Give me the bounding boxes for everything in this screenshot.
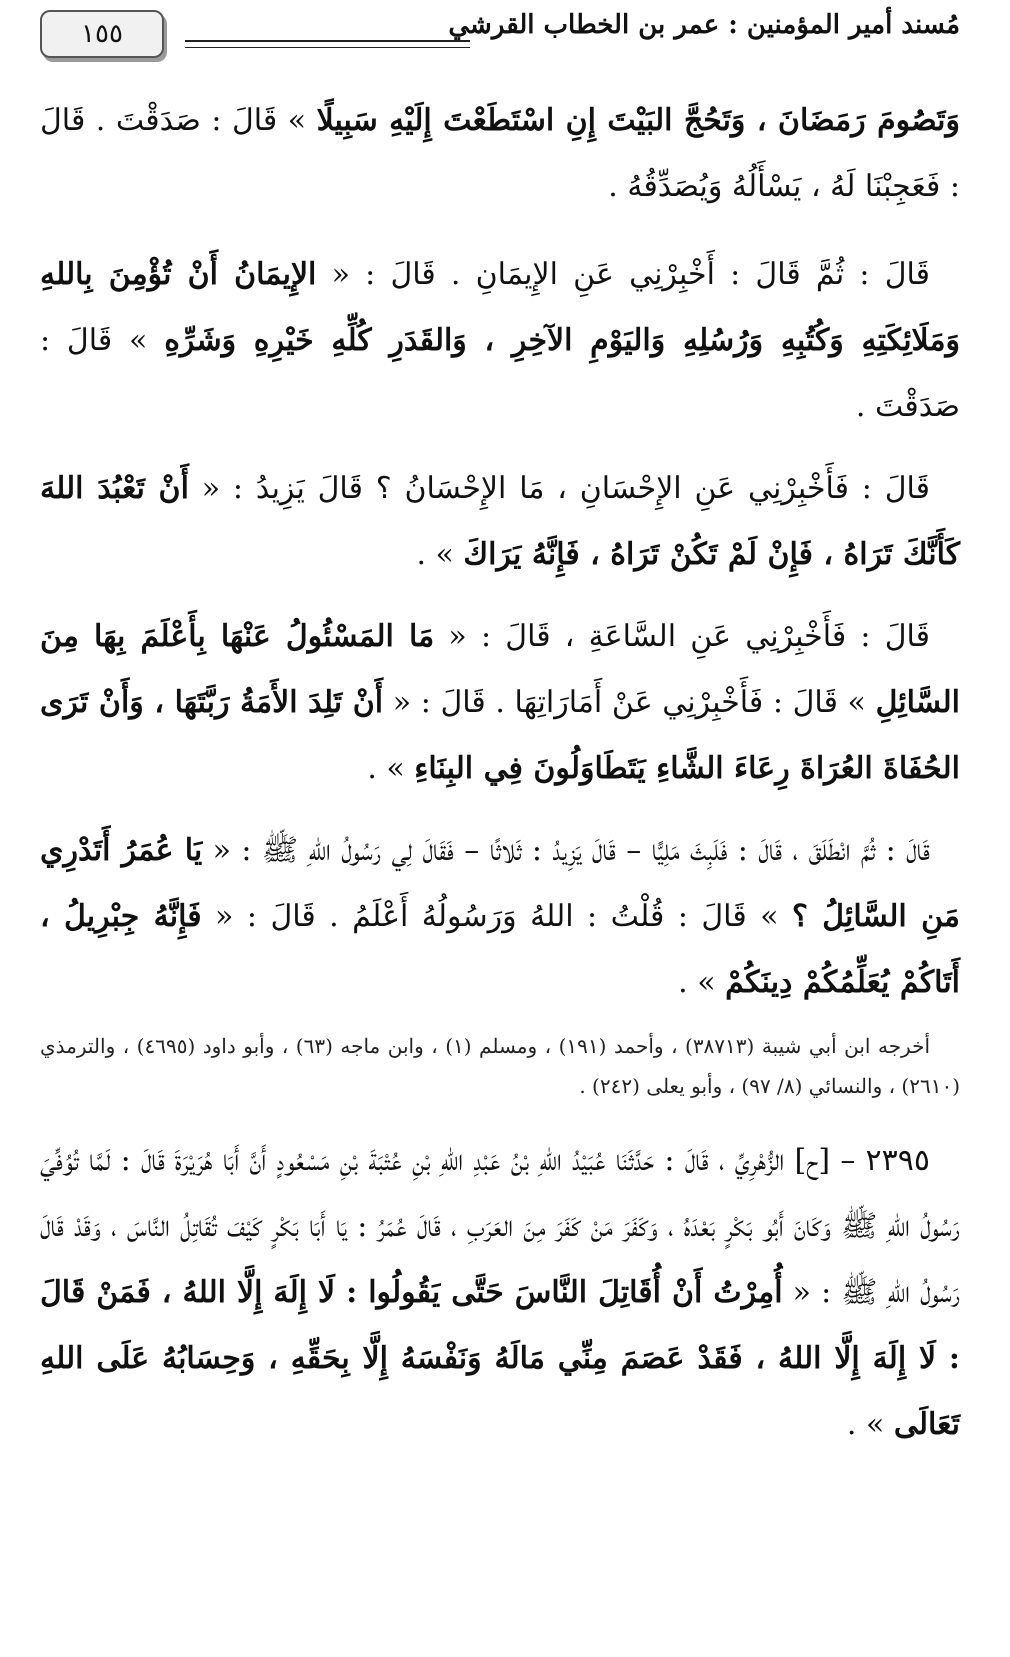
hadith-text: مَا المَسْئُولُ عَنْهَا بِأَعْلَمَ بِهَا مِنَ السَّائِلِ (40, 619, 961, 720)
narration-text: ٢٣٩٥ – [ح] الزُّهْرِيِّ ، قَالَ : حَدَّثَنَا عُبَيْدُ اللهِ بْنُ عَبْدِ اللهِ بْنِ عُتْبَةَ بْنِ مَسْعُودٍ أَنَّ أَبَا هُرَيْرَةَ قَالَ : لَمَّا تُوُفِّيَ رَسُولُ اللهِ ﷺ وَكَانَ أَبُو بَكْرٍ بَعْدَهُ ، وَكَفَرَ مَنْ كَفَرَ مِنَ العَرَبِ ، قَالَ عُمَرُ : يَا أَبَا بَكْرٍ كَيْفَ تُقَاتِلُ النَّاسَ ، وَقَدْ قَالَ رَسُولُ اللهِ ﷺ : « (40, 1143, 960, 1310)
paragraph (40, 88, 960, 220)
takhrij-footnote: أخرجه ابن أبي شيبة (٣٨٧١٣) ، وأحمد (١٩١) ، ومسلم (١) ، وابن ماجه (٦٣) ، وأبو داود (٤٦٩٥) ، والترمذي (٢٦١٠) ، والنسائي (٨/ ٩٧) ، وأبو يعلى (٢٤٢) . (40, 1034, 960, 1098)
hadith-text: أَنْ تَلِدَ الأَمَةُ رَبَّتَهَا ، وَأَنْ تَرَى الحُفَاةَ العُرَاةَ رِعَاءَ الشَّاءِ يَتَطَاوَلُونَ فِي البِنَاءِ (40, 685, 960, 786)
narration-text: » . (846, 1407, 894, 1442)
narration-text: » قَالَ : صَدَقْتَ . (40, 323, 960, 424)
page-number-box (40, 10, 164, 58)
hadith-paragraph (40, 1128, 960, 1458)
narration-text: » . (367, 751, 415, 786)
hadith-text: أُمِرْتُ أَنْ أُقَاتِلَ النَّاسَ حَتَّى يَقُولُوا : لَا إِلَهَ إِلَّا اللهُ ، فَمَنْ قَالَ : لَا إِلَهَ إِلَّا اللهُ ، فَقَدْ عَصَمَ مِنِّي مَالَهُ وَنَفْسَهُ إِلَّا بِحَقِّهِ ، وَحِسَابُهُ عَلَى اللهِ تَعَالَى (40, 1275, 960, 1442)
header-rule (185, 40, 470, 48)
hadith-text: وَتَصُومَ رَمَضَانَ ، وَتَحُجَّ البَيْتَ إِنِ اسْتَطَعْتَ إِلَيْهِ سَبِيلًا (316, 103, 960, 138)
narration-text: قَالَ : ثُمَّ انْطَلَقَ ، قَالَ : فَلَبِثَ مَلِيًّا – قَالَ يَزِيدُ : ثَلاثًا – فَقَالَ لِي رَسُولُ اللهِ ﷺ : « (202, 833, 930, 868)
hadith-text: فَإِنَّهُ جِبْرِيلُ ، أَتَاكُمْ يُعَلِّمُكُمْ دِينَكُمْ (40, 899, 960, 1000)
page-body (40, 88, 960, 1474)
paragraph (40, 456, 960, 588)
running-title: مُسند أمير المؤمنين : عمر بن الخطاب القرشي (448, 10, 960, 40)
hadith-text: أَنْ تَعْبُدَ اللهَ كَأَنَّكَ تَرَاهُ ، فَإِنْ لَمْ تَكُنْ تَرَاهُ ، فَإِنَّهُ يَرَاكَ (40, 471, 960, 572)
paragraph (40, 242, 960, 440)
paragraph (40, 604, 960, 802)
page-header (40, 10, 960, 62)
narration-text: قَالَ : ثُمَّ قَالَ : أَخْبِرْنِي عَنِ الإِيمَانِ . قَالَ : « (316, 257, 930, 292)
narration-text: » . (678, 965, 726, 1000)
narration-text: قَالَ : فَأَخْبِرْنِي عَنِ السَّاعَةِ ، قَالَ : « (434, 619, 930, 654)
narration-text: » . (416, 537, 464, 572)
hadith-text: يَا عُمَرُ أَتَدْرِي مَنِ السَّائِلُ ؟ (40, 833, 960, 934)
narration-text: قَالَ : فَأَخْبِرْنِي عَنِ الإِحْسَانِ ، مَا الإِحْسَانُ ؟ قَالَ يَزِيدُ : « (188, 471, 930, 506)
narration-text: » قَالَ : قُلْتُ : اللهُ وَرَسُولُهُ أَعْلَمُ . قَالَ : « (201, 899, 792, 934)
paragraph (40, 818, 960, 1016)
narration-text: » قَالَ : صَدَقْتَ . قَالَ : فَعَجِبْنَا لَهُ ، يَسْأَلُهُ وَيُصَدِّقُهُ . (40, 103, 960, 204)
hadith-text: الإِيمَانُ أَنْ تُؤْمِنَ بِاللهِ وَمَلَائِكَتِهِ وَكُتُبِهِ وَرُسُلِهِ وَاليَوْمِ الآخِرِ ، وَالقَدَرِ كُلِّهِ خَيْرِهِ وَشَرِّهِ (40, 257, 961, 358)
page-number: ١٥٥ (81, 19, 123, 49)
narration-text: » قَالَ : فَأَخْبِرْنِي عَنْ أَمَارَاتِهَا . قَالَ : « (383, 685, 876, 720)
